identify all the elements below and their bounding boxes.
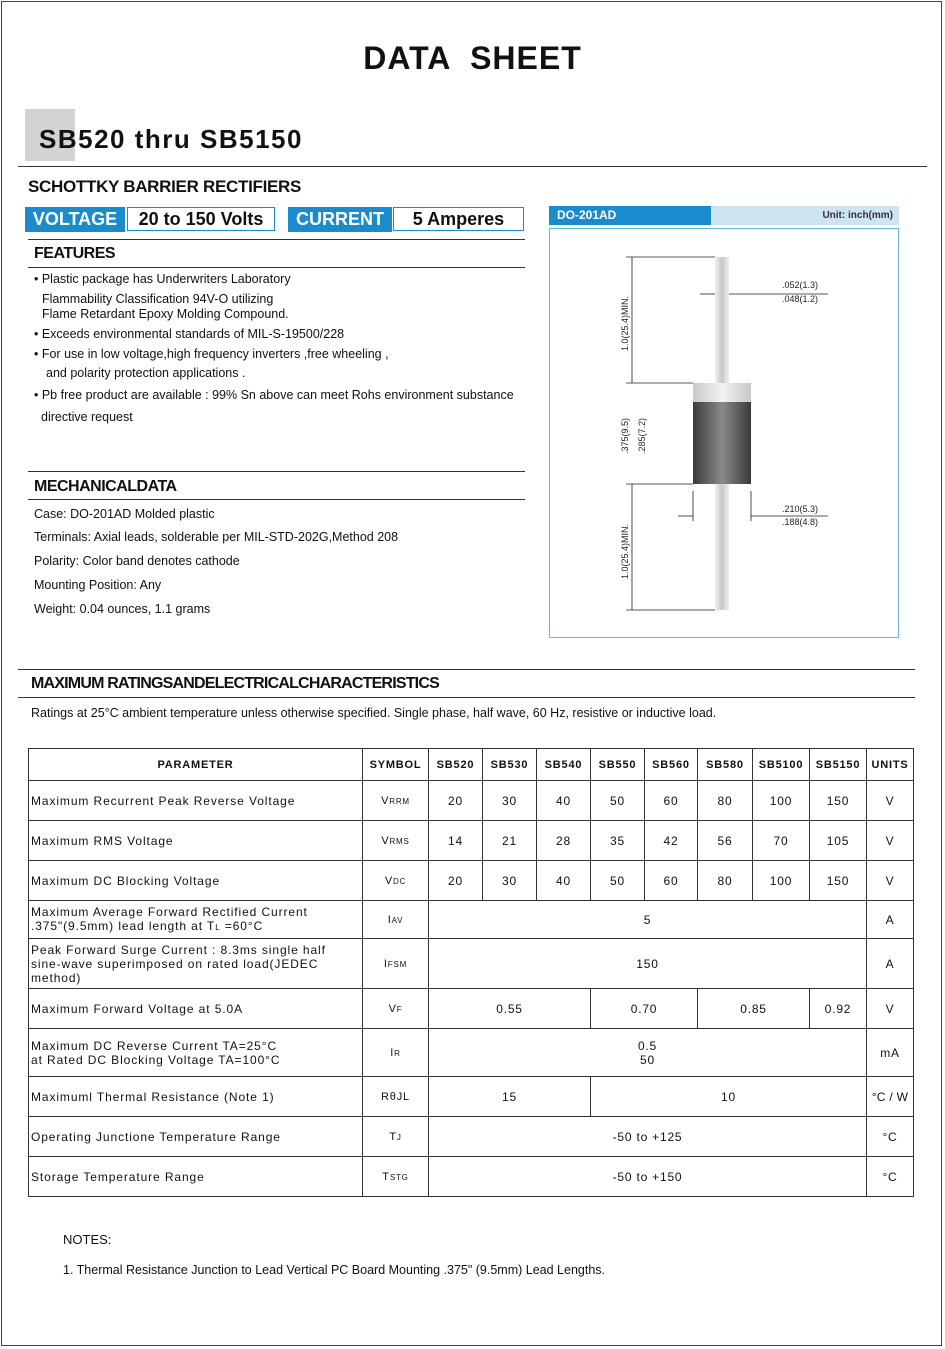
header-symbol: SYMBOL [363, 749, 429, 781]
unit-cell: V [867, 861, 914, 901]
ratings-rule-bottom [18, 697, 915, 698]
value-cell: 150 [810, 781, 867, 821]
symbol-cell: RθJL [363, 1077, 429, 1117]
symbol-cell: VF [363, 989, 429, 1029]
dim-lead-dia-max: .052(1.3) [782, 280, 819, 290]
mechanical-line: Mounting Position: Any [34, 578, 162, 592]
dim-body-length-min: .285(7.2) [637, 417, 647, 454]
mechanical-heading: MECHANICALDATA [34, 478, 177, 495]
ratings-heading: MAXIMUM RATINGSANDELECTRICALCHARACTERISTICS [31, 675, 439, 692]
value-cell: -50 to +150 [429, 1157, 867, 1197]
param-cell: Storage Temperature Range [29, 1157, 363, 1197]
value-cell: 35 [591, 821, 645, 861]
mechanical-line: Polarity: Color band denotes cathode [34, 554, 240, 568]
feature-line: Flame Retardant Epoxy Molding Compound. [42, 307, 289, 321]
value-cell: 100 [753, 861, 810, 901]
diode-body [693, 402, 751, 484]
model-range-title: SB520 thru SB5150 [39, 124, 303, 154]
mechanical-line: Terminals: Axial leads, solderable per MIL-STD-202G,Method 208 [34, 530, 399, 544]
dim-body-dia-max: .210(5.3) [782, 504, 819, 514]
symbol-cell: IR [363, 1029, 429, 1077]
value-cell: 0.85 [698, 989, 810, 1029]
value-cell: 20 [429, 781, 483, 821]
table-row [29, 861, 914, 901]
package-frame [549, 228, 899, 638]
unit-cell: °C [867, 1157, 914, 1197]
header-rule [18, 166, 927, 167]
current-label: CURRENT [288, 207, 392, 232]
symbol-cell: IAV [363, 901, 429, 939]
ratings-rule-top [18, 669, 915, 670]
value-cell: 0.92 [810, 989, 867, 1029]
dim-lead-length-bottom: 1.0(25.4)MIN. [620, 523, 630, 579]
unit-cell: mA [867, 1029, 914, 1077]
param-cell: Peak Forward Surge Current : 8.3ms single half sine-wave superimposed on rated load(JEDEC method) [29, 939, 363, 989]
unit-cell: V [867, 989, 914, 1029]
value-cell: 105 [810, 821, 867, 861]
symbol-cell: VRRM [363, 781, 429, 821]
ratings-note: Ratings at 25°C ambient temperature unless otherwise specified. Single phase, half wave, 60 Hz, resistive or inductive load. [31, 706, 717, 720]
header-part: SB5150 [810, 749, 867, 781]
value-cell: 10 [591, 1077, 867, 1117]
unit-cell: °C [867, 1117, 914, 1157]
table-row [29, 1077, 914, 1117]
feature-line: • Pb free product are available : 99% Sn above can meet Rohs environment substance [34, 388, 514, 402]
feature-line: directive request [41, 410, 133, 424]
value-cell: 80 [698, 861, 753, 901]
current-value: 5 Amperes [393, 207, 524, 231]
top-lead [715, 257, 729, 383]
value-cell: 56 [698, 821, 753, 861]
table-row [29, 989, 914, 1029]
value-cell: 30 [483, 781, 537, 821]
value-cell: 21 [483, 821, 537, 861]
value-cell: 40 [537, 861, 591, 901]
param-cell: Maximuml Thermal Resistance (Note 1) [29, 1077, 363, 1117]
unit-cell: V [867, 821, 914, 861]
symbol-cell: TSTG [363, 1157, 429, 1197]
symbol-cell: VDC [363, 861, 429, 901]
table-header-row [29, 749, 914, 781]
value-cell: 0.55 [429, 989, 591, 1029]
value-cell: 14 [429, 821, 483, 861]
header-part: SB520 [429, 749, 483, 781]
package-unit-bar: Unit: inch(mm) [711, 206, 899, 225]
value-cell: 30 [483, 861, 537, 901]
unit-cell: V [867, 781, 914, 821]
features-heading: FEATURES [34, 245, 116, 262]
value-cell: -50 to +125 [429, 1117, 867, 1157]
notes-title: NOTES: [63, 1232, 112, 1247]
header-part: SB580 [698, 749, 753, 781]
value-cell: 42 [645, 821, 698, 861]
feature-line: • Plastic package has Underwriters Laboratory [34, 272, 291, 286]
table-row [29, 1157, 914, 1197]
cathode-band [693, 383, 751, 402]
feature-line: • Exceeds environmental standards of MIL-S-19500/228 [34, 327, 345, 341]
ratings-table [28, 748, 914, 1197]
mechanical-line: Case: DO-201AD Molded plastic [34, 507, 215, 521]
mechanical-rule-bottom [28, 499, 525, 500]
voltage-value: 20 to 150 Volts [127, 207, 275, 231]
header-part: SB530 [483, 749, 537, 781]
table-row [29, 939, 914, 989]
header-part: SB550 [591, 749, 645, 781]
product-subtitle: SCHOTTKY BARRIER RECTIFIERS [28, 177, 302, 196]
symbol-cell: TJ [363, 1117, 429, 1157]
param-cell: Operating Junctione Temperature Range [29, 1117, 363, 1157]
value-cell: 70 [753, 821, 810, 861]
value-cell: 15 [429, 1077, 591, 1117]
bottom-lead [715, 484, 729, 610]
mechanical-line: Weight: 0.04 ounces, 1.1 grams [34, 602, 211, 616]
param-cell: Maximum Recurrent Peak Reverse Voltage [29, 781, 363, 821]
value-cell: 40 [537, 781, 591, 821]
value-cell: 100 [753, 781, 810, 821]
value-cell: 50 [591, 861, 645, 901]
symbol-cell: VRMS [363, 821, 429, 861]
table-row [29, 901, 914, 939]
header-parameter: PARAMETER [29, 749, 363, 781]
value-cell: 60 [645, 861, 698, 901]
header-part: SB540 [537, 749, 591, 781]
value-cell: 80 [698, 781, 753, 821]
dim-body-length-max: .375(9.5) [620, 417, 630, 454]
voltage-label: VOLTAGE [25, 207, 125, 232]
value-cell: 60 [645, 781, 698, 821]
value-cell: 150 [429, 939, 867, 989]
symbol-cell: IFSM [363, 939, 429, 989]
param-cell: Maximum RMS Voltage [29, 821, 363, 861]
page-title: DATA SHEET [363, 40, 582, 76]
param-cell: Maximum DC Reverse Current TA=25°C at Rated DC Blocking Voltage TA=100°C [29, 1029, 363, 1077]
value-cell: 150 [810, 861, 867, 901]
package-name-bar: DO-201AD [549, 206, 711, 225]
table-row [29, 821, 914, 861]
header-part: SB5100 [753, 749, 810, 781]
note-item: 1. Thermal Resistance Junction to Lead Vertical PC Board Mounting .375" (9.5mm) Lead Lengths. [63, 1263, 606, 1277]
value-cell: 5 [429, 901, 867, 939]
feature-line: and polarity protection applications . [46, 366, 246, 380]
dim-lead-length-top: 1.0(25.4)MIN. [620, 295, 630, 351]
table-row [29, 1029, 914, 1077]
mechanical-rule-top [28, 471, 525, 472]
param-cell: Maximum Average Forward Rectified Current .375"(9.5mm) lead length at TL =60°C [29, 901, 363, 939]
param-cell: Maximum Forward Voltage at 5.0A [29, 989, 363, 1029]
features-rule-top [28, 239, 525, 240]
param-cell: Maximum DC Blocking Voltage [29, 861, 363, 901]
dim-body-dia-min: .188(4.8) [782, 517, 819, 527]
value-cell: 20 [429, 861, 483, 901]
unit-cell: A [867, 901, 914, 939]
feature-line: Flammability Classification 94V-O utilizing [42, 292, 274, 306]
unit-cell: A [867, 939, 914, 989]
value-cell: 28 [537, 821, 591, 861]
value-cell: 0.5 50 [429, 1029, 867, 1077]
package-drawing [550, 229, 898, 637]
value-cell: 0.70 [591, 989, 698, 1029]
header-units: UNITS [867, 749, 914, 781]
dim-lead-dia-min: .048(1.2) [782, 294, 819, 304]
header-part: SB560 [645, 749, 698, 781]
unit-cell: °C / W [867, 1077, 914, 1117]
table-row [29, 1117, 914, 1157]
table-row [29, 781, 914, 821]
features-rule-bottom [28, 267, 525, 268]
feature-line: • For use in low voltage,high frequency inverters ,free wheeling , [34, 347, 389, 361]
value-cell: 50 [591, 781, 645, 821]
